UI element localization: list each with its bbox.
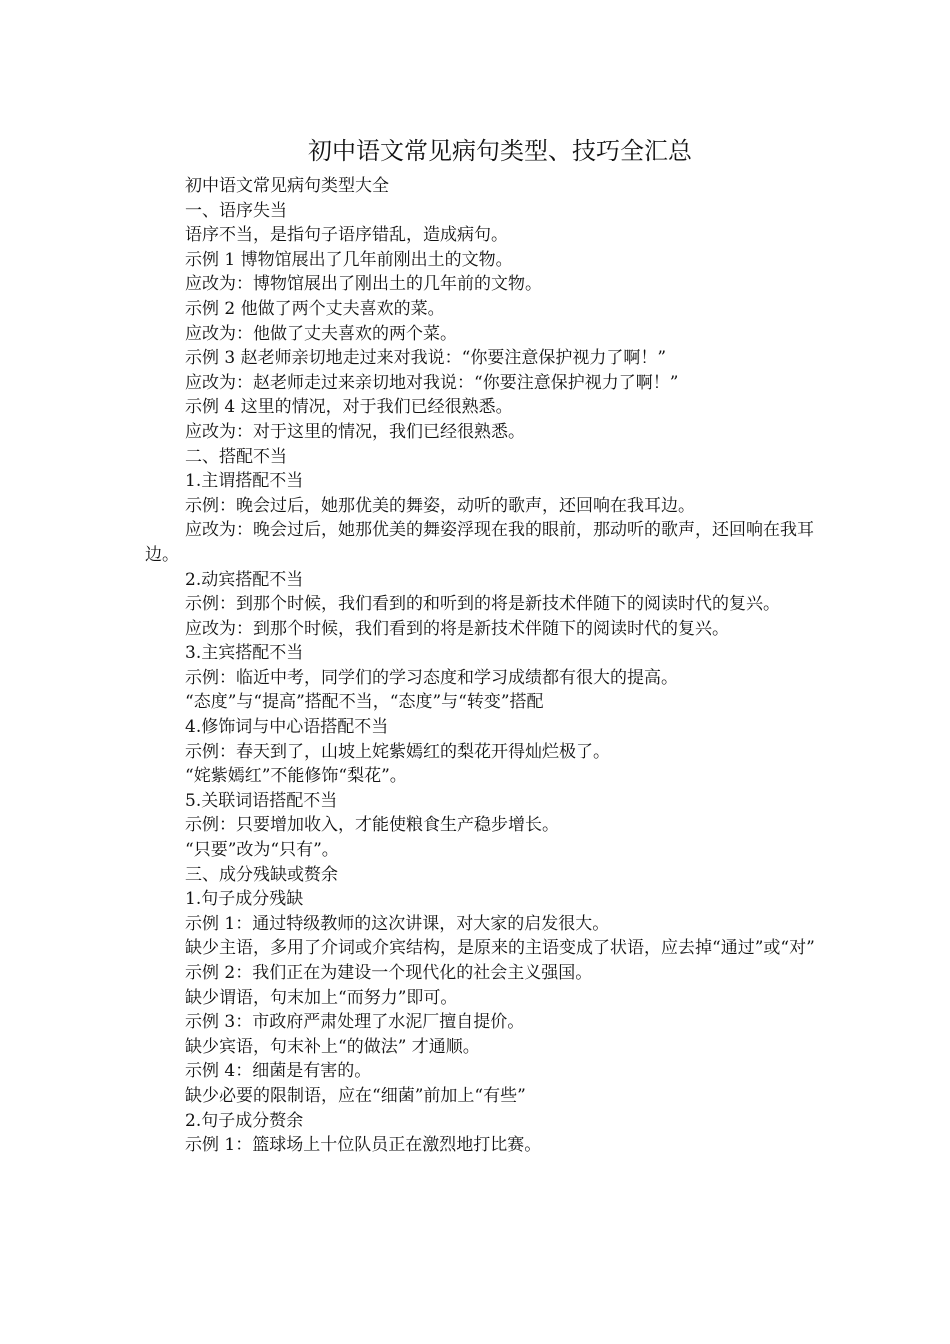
correction-sentence: 应改为：晚会过后，她那优美的舞姿浮现在我的眼前，那动听的歌声，还回响在我耳边。 bbox=[145, 520, 814, 565]
explanation: 缺少谓语，句末加上“而努力”即可。 bbox=[185, 987, 458, 1008]
correction-sentence: 应改为：对于这里的情况，我们已经很熟悉。 bbox=[185, 421, 525, 442]
explanation: “只要”改为“只有”。 bbox=[185, 840, 339, 861]
subsection-heading: 1.主谓搭配不当 bbox=[185, 471, 304, 492]
example-sentence: 示例 3：市政府严肃处理了水泥厂擅自提价。 bbox=[185, 1012, 525, 1033]
example-sentence: 示例 4：细菌是有害的。 bbox=[185, 1061, 372, 1082]
section-heading: 二、搭配不当 bbox=[185, 446, 287, 467]
example-sentence: 示例：只要增加收入，才能使粮食生产稳步增长。 bbox=[185, 815, 559, 836]
correction-sentence: 应改为：赵老师走过来亲切地对我说：“你要注意保护视力了啊！” bbox=[185, 372, 679, 393]
subsection-heading: 2.动宾搭配不当 bbox=[185, 569, 304, 590]
example-sentence: 示例 1：通过特级教师的这次讲课，对大家的启发很大。 bbox=[185, 913, 610, 934]
example-sentence: 示例 1：篮球场上十位队员正在激烈地打比赛。 bbox=[185, 1135, 542, 1156]
subsection-heading: 2.句子成分赘余 bbox=[185, 1110, 304, 1131]
example-sentence: 示例 1 博物馆展出了几年前刚出土的文物。 bbox=[185, 249, 513, 270]
subsection-heading: 3.主宾搭配不当 bbox=[185, 643, 304, 664]
correction-sentence: 应改为：博物馆展出了刚出土的几年前的文物。 bbox=[185, 274, 542, 295]
example-sentence: 示例：临近中考，同学们的学习态度和学习成绩都有很大的提高。 bbox=[185, 667, 678, 688]
explanation: “姹紫嫣红”不能修饰“梨花”。 bbox=[185, 766, 407, 787]
document-title: 初中语文常见病句类型、技巧全汇总 bbox=[308, 137, 692, 165]
explanation: 缺少主语，多用了介词或介宾结构，是原来的主语变成了状语，应去掉“通过”或“对” bbox=[185, 938, 815, 959]
paragraph: 语序不当，是指句子语序错乱，造成病句。 bbox=[185, 225, 508, 246]
correction-sentence: 应改为：他做了丈夫喜欢的两个菜。 bbox=[185, 323, 457, 344]
subsection-heading: 1.句子成分残缺 bbox=[185, 889, 304, 910]
paragraph: 初中语文常见病句类型大全 bbox=[185, 176, 389, 196]
document-body bbox=[145, 174, 825, 1158]
subsection-heading: 4.修饰词与中心语搭配不当 bbox=[185, 717, 389, 738]
explanation: “态度”与“提高”搭配不当，“态度”与“转变”搭配 bbox=[185, 692, 544, 713]
example-sentence: 示例 3 赵老师亲切地走过来对我说：“你要注意保护视力了啊！” bbox=[185, 348, 667, 369]
example-sentence: 示例 2：我们正在为建设一个现代化的社会主义强国。 bbox=[185, 963, 593, 983]
section-heading: 一、语序失当 bbox=[185, 200, 287, 221]
example-sentence: 示例：春天到了，山坡上姹紫嫣红的梨花开得灿烂极了。 bbox=[185, 741, 610, 762]
example-sentence: 示例：到那个时候，我们看到的和听到的将是新技术伴随下的阅读时代的复兴。 bbox=[185, 594, 780, 615]
example-sentence: 示例：晚会过后，她那优美的舞姿，动听的歌声，还回响在我耳边。 bbox=[185, 495, 695, 516]
example-sentence: 示例 2 他做了两个丈夫喜欢的菜。 bbox=[185, 298, 445, 319]
explanation: 缺少宾语，句末补上“的做法” 才通顺。 bbox=[185, 1036, 480, 1057]
section-heading: 三、成分残缺或赘余 bbox=[185, 864, 338, 885]
subsection-heading: 5.关联词语搭配不当 bbox=[185, 790, 338, 811]
explanation: 缺少必要的限制语，应在“细菌”前加上“有些” bbox=[185, 1085, 526, 1106]
correction-sentence: 应改为：到那个时候，我们看到的将是新技术伴随下的阅读时代的复兴。 bbox=[185, 618, 729, 639]
example-sentence: 示例 4 这里的情况，对于我们已经很熟悉。 bbox=[185, 397, 513, 418]
